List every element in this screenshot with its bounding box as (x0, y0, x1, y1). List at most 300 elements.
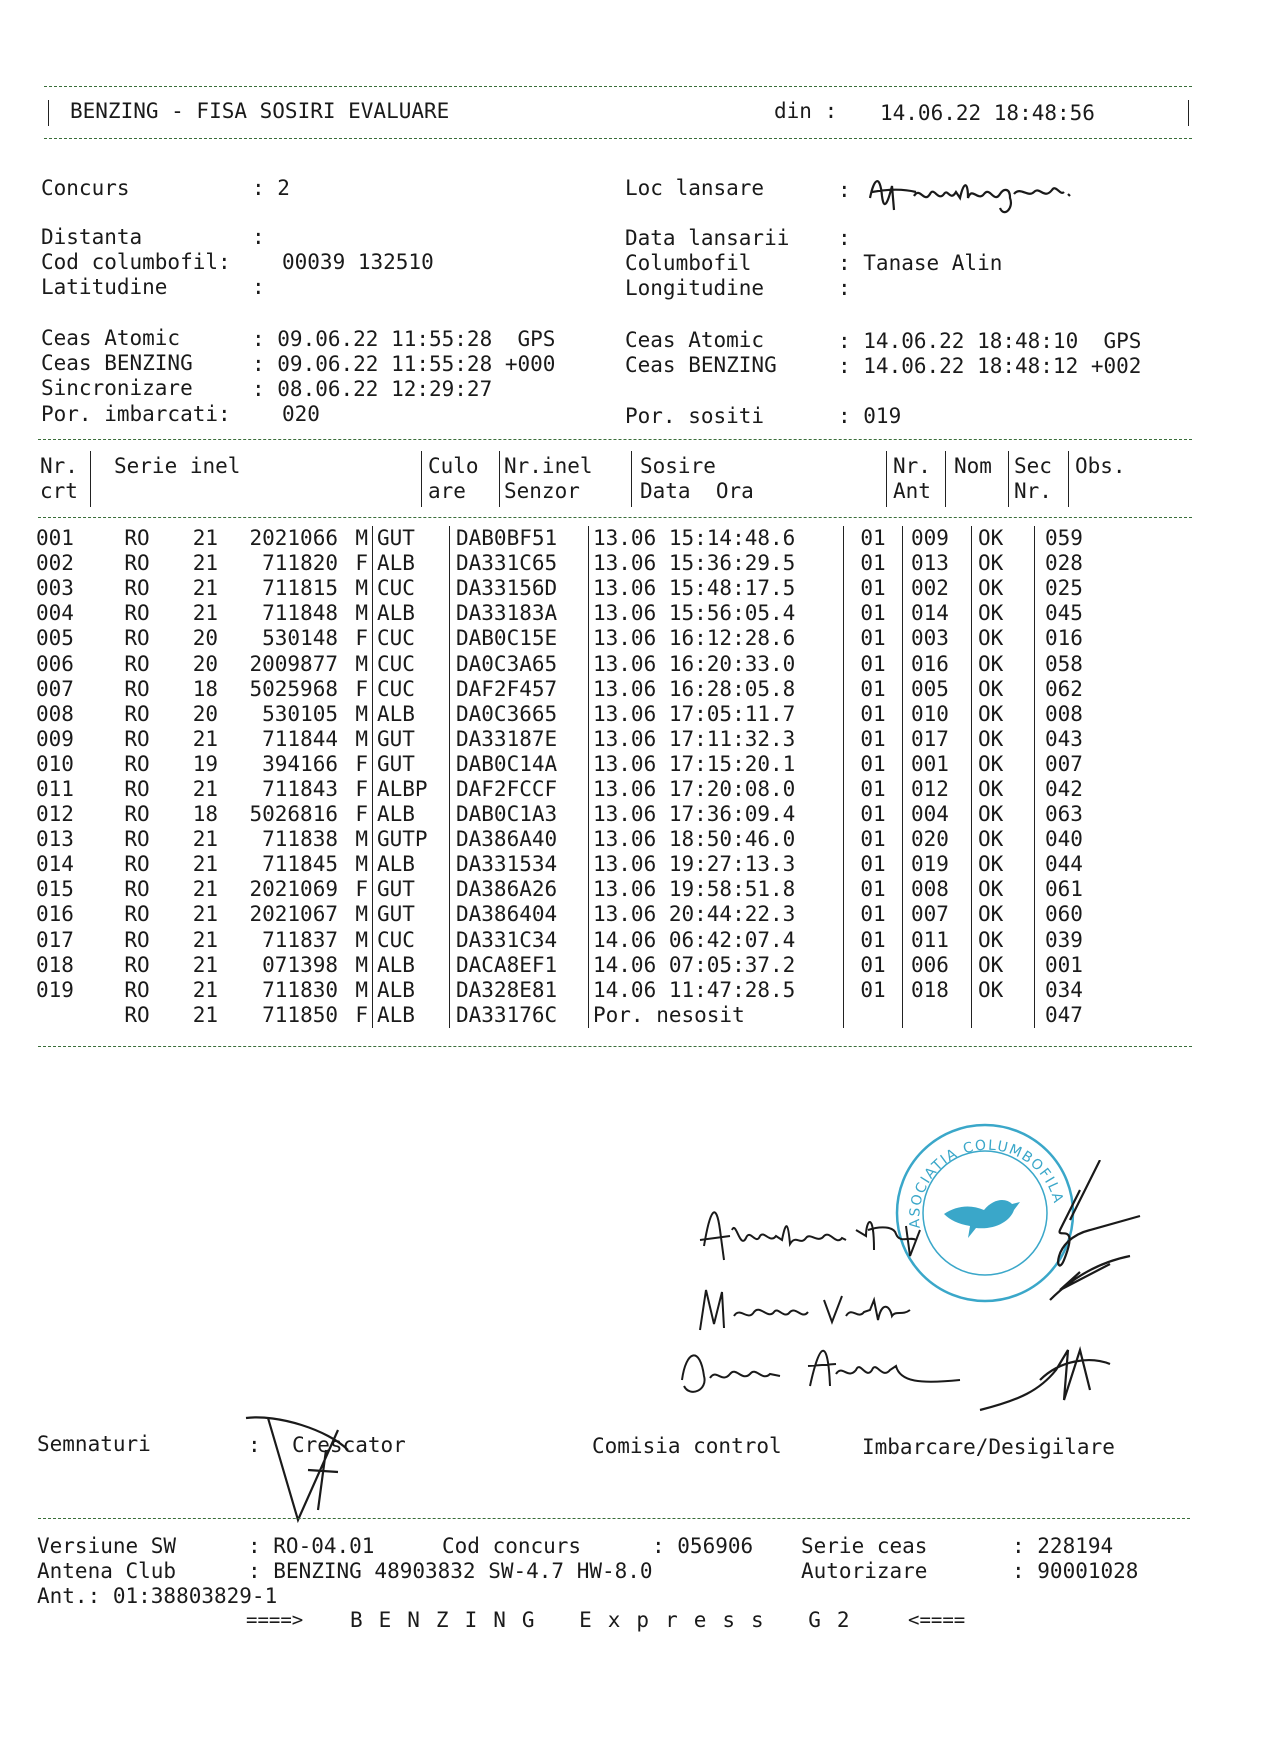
right-clock-atomic-value: : 14.06.22 18:48:10 GPS (838, 329, 1142, 353)
concurs-label: Concurs (41, 176, 130, 200)
cell-ring-year: 18 (192, 676, 218, 701)
cell-ring-year: 20 (192, 701, 218, 726)
cell-security (972, 1003, 1035, 1028)
cell-row-number: 012 (36, 802, 74, 827)
cell-nomination: 006 (903, 953, 972, 978)
cell-ring-year: 21 (192, 726, 218, 751)
cell-row-number: 004 (36, 601, 74, 626)
express-left-arrow: ====> (246, 1609, 304, 1631)
versiune-sw-value: : RO-04.01 (248, 1534, 375, 1558)
header-left-border (48, 100, 49, 126)
arrivals-table (36, 526, 1125, 1028)
cell-sex: M (355, 852, 368, 877)
table-row (36, 601, 1125, 626)
cell-ring-country: RO (124, 651, 150, 676)
cell-arrival-time: 13.06 15:56:05.4 (589, 601, 844, 626)
cell-ring-country: RO (124, 977, 150, 1002)
table-row (36, 902, 1125, 927)
antena-club-label: Antena Club (37, 1559, 177, 1583)
cell-antenna: 01 (844, 727, 903, 752)
cell-ring-year: 20 (192, 626, 218, 651)
autorizare-label: Autorizare (801, 1559, 928, 1583)
cell-color: GUT (373, 902, 450, 927)
header-top-border (44, 86, 1192, 87)
col-header-data-ora: Data Ora (640, 479, 754, 503)
cell-ring-country: RO (124, 827, 150, 852)
col-header-nr-ant: Nr. (893, 454, 931, 478)
cell-obs: 047 (1035, 1003, 1126, 1028)
hdr-sep-4 (631, 451, 632, 507)
cell-ring-number: 711830 (262, 977, 338, 1002)
table-row (36, 802, 1125, 827)
cell-ring-number: 711848 (262, 601, 338, 626)
cell-ring-country: RO (124, 676, 150, 701)
col-header-crt: crt (40, 479, 78, 503)
cell-security: OK (972, 902, 1035, 927)
cell-row-number: 016 (36, 902, 74, 927)
cell-security: OK (972, 802, 1035, 827)
cell-sensor-ring: DA331534 (450, 852, 589, 877)
table-bottom-border (38, 1046, 1192, 1047)
cell-obs: 040 (1035, 827, 1126, 852)
cell-nomination: 007 (903, 902, 972, 927)
table-row (36, 551, 1125, 576)
cell-color: ALB (373, 601, 450, 626)
cell-color: ALBP (373, 777, 450, 802)
right-clock-benzing-label: Ceas BENZING (625, 353, 777, 377)
table-row (36, 1003, 1125, 1028)
cell-ring-number: 711838 (262, 827, 338, 852)
col-header-culo: Culo (428, 454, 479, 478)
footer-separator (38, 1518, 1190, 1519)
cell-ring-country: RO (124, 952, 150, 977)
cod-columbofil-label: Cod columbofil: (41, 250, 231, 274)
cell-sex: M (355, 952, 368, 977)
distanta-label: Distanta (41, 225, 143, 249)
serie-ceas-label: Serie ceas (801, 1534, 928, 1558)
cell-sex: M (355, 726, 368, 751)
cell-arrival-time: 13.06 20:44:22.3 (589, 902, 844, 927)
col-header-nom: Nom (954, 454, 992, 478)
cell-sex: M (355, 601, 368, 626)
crescator-label: Crescator (292, 1433, 406, 1457)
cell-sex: F (355, 751, 368, 776)
cell-antenna: 01 (844, 576, 903, 601)
sositi-label: Por. sositi (625, 404, 765, 428)
data-lansarii-value: : (838, 226, 851, 250)
cell-sex: M (355, 526, 368, 551)
cod-concurs-label: Cod concurs (442, 1534, 582, 1558)
cell-sensor-ring: DA0C3A65 (450, 651, 589, 676)
cell-antenna: 01 (844, 526, 903, 551)
table-top-border (38, 439, 1192, 440)
cell-nomination (903, 1003, 972, 1028)
cell-security: OK (972, 827, 1035, 852)
cell-security: OK (972, 928, 1035, 953)
cell-sensor-ring: DAB0C1A3 (450, 802, 589, 827)
semnaturi-colon: : (248, 1433, 261, 1457)
cell-sex: M (355, 651, 368, 676)
cell-ring-number: 2021066 (249, 526, 338, 551)
col-header-serie-inel: Serie inel (114, 454, 241, 478)
cell-obs: 008 (1035, 702, 1126, 727)
hdr-sep-6 (945, 451, 946, 507)
din-label: din : (774, 99, 838, 123)
table-row (36, 651, 1125, 676)
latitudine-label: Latitudine (41, 275, 168, 299)
table-row (36, 978, 1125, 1003)
benzing-express-banner: BENZING Express G2 (350, 1608, 866, 1632)
cell-antenna: 01 (844, 902, 903, 927)
cell-sensor-ring: DA33187E (450, 727, 589, 752)
cell-obs: 058 (1035, 651, 1126, 676)
cell-ring-number: 2021069 (249, 877, 338, 902)
cell-security: OK (972, 551, 1035, 576)
cell-antenna: 01 (844, 551, 903, 576)
cell-ring-year: 21 (192, 927, 218, 952)
cell-ring-year: 21 (192, 827, 218, 852)
right-clock-benzing-value: : 14.06.22 18:48:12 +002 (838, 354, 1142, 378)
table-row (36, 626, 1125, 651)
cell-row-number: 005 (36, 626, 74, 651)
cell-nomination: 010 (903, 702, 972, 727)
cell-security: OK (972, 626, 1035, 651)
cell-antenna: 01 (844, 802, 903, 827)
hdr-sep-1 (90, 451, 91, 507)
imbarcati-label: Por. imbarcati: (41, 402, 231, 426)
cell-nomination: 016 (903, 651, 972, 676)
cell-arrival-time: 13.06 15:48:17.5 (589, 576, 844, 601)
cell-nomination: 001 (903, 752, 972, 777)
table-row (36, 827, 1125, 852)
cell-ring-country: RO (124, 551, 150, 576)
cell-sex: M (355, 977, 368, 1002)
comisia-control-label: Comisia control (592, 1434, 782, 1458)
cell-row-number: 014 (36, 852, 74, 877)
cell-obs: 061 (1035, 877, 1126, 902)
cell-antenna: 01 (844, 953, 903, 978)
cell-sex: M (355, 902, 368, 927)
cell-ring-country: RO (124, 1002, 150, 1027)
distanta-value: : (252, 225, 265, 249)
cell-row-number: 001 (36, 526, 74, 551)
table-row (36, 877, 1125, 902)
cell-nomination: 014 (903, 601, 972, 626)
cell-obs: 039 (1035, 928, 1126, 953)
cell-obs: 007 (1035, 752, 1126, 777)
cell-arrival-time: 13.06 19:58:51.8 (589, 877, 844, 902)
left-clock-atomic-label: Ceas Atomic (41, 326, 181, 350)
cell-sensor-ring: DA0C3665 (450, 702, 589, 727)
express-right-arrow: <==== (908, 1609, 966, 1631)
cell-color: GUT (373, 526, 450, 551)
cell-sensor-ring: DACA8EF1 (450, 953, 589, 978)
cell-sex: F (355, 551, 368, 576)
cell-security: OK (972, 777, 1035, 802)
cell-sex: M (355, 576, 368, 601)
cell-ring-year: 21 (192, 852, 218, 877)
cell-antenna: 01 (844, 827, 903, 852)
loc-lansare-handwriting (864, 168, 1084, 220)
cell-ring-year: 21 (192, 1002, 218, 1027)
col-header-nr-inel: Nr.inel (504, 454, 593, 478)
left-clock-benzing-value: : 09.06.22 11:55:28 +000 (252, 352, 556, 376)
cell-sex: F (355, 676, 368, 701)
cell-obs: 034 (1035, 978, 1126, 1003)
cell-row-number: 006 (36, 651, 74, 676)
cell-nomination: 002 (903, 576, 972, 601)
cell-antenna: 01 (844, 928, 903, 953)
cell-security: OK (972, 526, 1035, 551)
hdr-sep-5 (886, 451, 887, 507)
cell-antenna: 01 (844, 877, 903, 902)
cell-row-number (36, 1003, 96, 1028)
cell-ring-year: 21 (192, 551, 218, 576)
cell-antenna: 01 (844, 978, 903, 1003)
cell-ring-country: RO (124, 626, 150, 651)
cell-security: OK (972, 978, 1035, 1003)
table-row (36, 953, 1125, 978)
data-lansarii-label: Data lansarii (625, 226, 790, 250)
header-right-border (1188, 100, 1189, 126)
cell-color: ALB (373, 852, 450, 877)
cell-sex: M (355, 827, 368, 852)
cell-security: OK (972, 953, 1035, 978)
cell-nomination: 019 (903, 852, 972, 877)
cell-arrival-time: 13.06 17:11:32.3 (589, 727, 844, 752)
cell-sensor-ring: DA386A26 (450, 877, 589, 902)
cell-ring-year: 21 (192, 526, 218, 551)
cod-concurs-value: : 056906 (652, 1534, 754, 1558)
cell-ring-number: 711843 (262, 776, 338, 801)
cell-antenna: 01 (844, 601, 903, 626)
cell-ring-country: RO (124, 877, 150, 902)
col-header-sec: Sec (1014, 454, 1052, 478)
cell-sex: F (355, 776, 368, 801)
columbofil-label: Columbofil (625, 251, 752, 275)
antenna-id: Ant.: 01:38803829-1 (37, 1584, 278, 1608)
cell-row-number: 008 (36, 701, 74, 726)
cell-ring-year: 18 (192, 802, 218, 827)
cell-arrival-time: 14.06 11:47:28.5 (589, 978, 844, 1003)
cell-sensor-ring: DA386404 (450, 902, 589, 927)
cell-ring-number: 2009877 (249, 651, 338, 676)
table-row (36, 702, 1125, 727)
cell-security: OK (972, 752, 1035, 777)
cell-security: OK (972, 651, 1035, 676)
hdr-sep-7 (1008, 451, 1009, 507)
cell-ring-number: 530148 (262, 626, 338, 651)
cell-security: OK (972, 601, 1035, 626)
cell-ring-year: 21 (192, 576, 218, 601)
cell-antenna: 01 (844, 702, 903, 727)
table-row (36, 752, 1125, 777)
cell-sensor-ring: DA328E81 (450, 978, 589, 1003)
cell-sensor-ring: DA33176C (450, 1003, 589, 1028)
cell-row-number: 010 (36, 751, 74, 776)
cell-color: GUT (373, 727, 450, 752)
cell-antenna: 01 (844, 651, 903, 676)
cell-sensor-ring: DAB0BF51 (450, 526, 589, 551)
col-header-sosire: Sosire (640, 454, 716, 478)
loc-lansare-label: Loc lansare (625, 176, 765, 200)
cell-security: OK (972, 677, 1035, 702)
cell-obs: 060 (1035, 902, 1126, 927)
cell-color: CUC (373, 626, 450, 651)
cell-sensor-ring: DA33183A (450, 601, 589, 626)
col-header-obs: Obs. (1075, 454, 1126, 478)
cell-arrival-time: 13.06 17:15:20.1 (589, 752, 844, 777)
semnaturi-label: Semnaturi (37, 1432, 151, 1456)
cell-ring-year: 21 (192, 952, 218, 977)
sincronizare-value: : 08.06.22 12:29:27 (252, 377, 493, 401)
latitudine-value: : (252, 275, 265, 299)
col-header-sec-nr: Nr. (1014, 479, 1052, 503)
cell-sex: F (355, 1002, 368, 1027)
cell-obs: 059 (1035, 526, 1126, 551)
right-clock-atomic-label: Ceas Atomic (625, 328, 765, 352)
cell-obs: 063 (1035, 802, 1126, 827)
cell-security: OK (972, 576, 1035, 601)
cell-obs: 016 (1035, 626, 1126, 651)
cell-obs: 062 (1035, 677, 1126, 702)
table-row (36, 928, 1125, 953)
col-header-senzor: Senzor (504, 479, 580, 503)
cell-sex: F (355, 626, 368, 651)
cell-color: GUT (373, 752, 450, 777)
cell-nomination: 020 (903, 827, 972, 852)
antena-club-value: : BENZING 48903832 SW-4.7 HW-8.0 (248, 1559, 653, 1583)
cell-antenna: 01 (844, 626, 903, 651)
cell-obs: 045 (1035, 601, 1126, 626)
table-row (36, 852, 1125, 877)
cell-ring-country: RO (124, 526, 150, 551)
versiune-sw-label: Versiune SW (37, 1534, 177, 1558)
cell-arrival-time: 13.06 17:05:11.7 (589, 702, 844, 727)
din-value: 14.06.22 18:48:56 (880, 101, 1095, 125)
cell-ring-number: 5025968 (249, 676, 338, 701)
cell-row-number: 007 (36, 676, 74, 701)
cell-row-number: 003 (36, 576, 74, 601)
cell-arrival-time: 13.06 16:12:28.6 (589, 626, 844, 651)
cell-obs: 043 (1035, 727, 1126, 752)
hdr-sep-3 (499, 451, 500, 507)
longitudine-label: Longitudine (625, 276, 765, 300)
cell-sensor-ring: DAF2FCCF (450, 777, 589, 802)
cell-arrival-time: 13.06 19:27:13.3 (589, 852, 844, 877)
cell-nomination: 003 (903, 626, 972, 651)
cod-columbofil-value: 00039 132510 (282, 250, 434, 274)
cell-color: ALB (373, 551, 450, 576)
left-clock-atomic-value: : 09.06.22 11:55:28 GPS (252, 327, 556, 351)
left-clock-benzing-label: Ceas BENZING (41, 351, 193, 375)
serie-ceas-value: : 228194 (1012, 1534, 1114, 1558)
cell-ring-year: 20 (192, 651, 218, 676)
columbofil-value: : Tanase Alin (838, 251, 1003, 275)
cell-ring-year: 21 (192, 601, 218, 626)
cell-sex: M (355, 927, 368, 952)
cell-ring-number: 530105 (262, 701, 338, 726)
cell-row-number: 002 (36, 551, 74, 576)
col-header-are: are (428, 479, 466, 503)
stamp-text: ASOCIATIA COLUMBOFILA (907, 1137, 1067, 1229)
cell-sex: F (355, 877, 368, 902)
cell-arrival-time: 14.06 07:05:37.2 (589, 953, 844, 978)
cell-security: OK (972, 702, 1035, 727)
sincronizare-label: Sincronizare (41, 376, 193, 400)
cell-obs: 028 (1035, 551, 1126, 576)
cell-ring-number: 394166 (262, 751, 338, 776)
cell-ring-year: 19 (192, 751, 218, 776)
cell-sensor-ring: DA386A40 (450, 827, 589, 852)
table-row (36, 576, 1125, 601)
autorizare-value: : 90001028 (1012, 1559, 1139, 1583)
cell-antenna: 01 (844, 752, 903, 777)
cell-ring-country: RO (124, 751, 150, 776)
loc-lansare-colon: : (838, 178, 851, 202)
cell-ring-country: RO (124, 852, 150, 877)
cell-ring-number: 071398 (262, 952, 338, 977)
cell-security: OK (972, 852, 1035, 877)
cell-color: CUC (373, 677, 450, 702)
cell-security: OK (972, 727, 1035, 752)
table-header-separator (38, 517, 1192, 518)
cell-ring-year: 21 (192, 977, 218, 1002)
cell-arrival-time: 13.06 16:20:33.0 (589, 651, 844, 676)
cell-sensor-ring: DAF2F457 (450, 677, 589, 702)
header-bottom-border (44, 138, 1192, 139)
cell-nomination: 018 (903, 978, 972, 1003)
table-row (36, 777, 1125, 802)
cell-sex: M (355, 701, 368, 726)
cell-ring-number: 711850 (262, 1002, 338, 1027)
cell-nomination: 008 (903, 877, 972, 902)
cell-row-number: 017 (36, 927, 74, 952)
cell-sensor-ring: DAB0C15E (450, 626, 589, 651)
cell-sex: F (355, 802, 368, 827)
cell-obs: 042 (1035, 777, 1126, 802)
cell-antenna: 01 (844, 852, 903, 877)
cell-antenna: 01 (844, 677, 903, 702)
cell-ring-year: 21 (192, 877, 218, 902)
cell-ring-country: RO (124, 701, 150, 726)
cell-row-number: 015 (36, 877, 74, 902)
cell-sensor-ring: DA33156D (450, 576, 589, 601)
cell-color: ALB (373, 702, 450, 727)
cell-sensor-ring: DAB0C14A (450, 752, 589, 777)
cell-ring-year: 21 (192, 776, 218, 801)
cell-antenna (844, 1003, 903, 1028)
hdr-sep-2 (421, 451, 422, 507)
concurs-value: : 2 (252, 176, 290, 200)
cell-ring-country: RO (124, 601, 150, 626)
cell-security: OK (972, 877, 1035, 902)
cell-ring-country: RO (124, 802, 150, 827)
cell-ring-number: 711837 (262, 927, 338, 952)
cell-nomination: 004 (903, 802, 972, 827)
cell-color: GUT (373, 877, 450, 902)
table-row (36, 677, 1125, 702)
cell-arrival-time: 14.06 06:42:07.4 (589, 928, 844, 953)
cell-arrival-time: 13.06 17:36:09.4 (589, 802, 844, 827)
cell-ring-number: 711820 (262, 551, 338, 576)
cell-sensor-ring: DA331C34 (450, 928, 589, 953)
cell-antenna: 01 (844, 777, 903, 802)
cell-color: ALB (373, 978, 450, 1003)
cell-nomination: 005 (903, 677, 972, 702)
cell-row-number: 009 (36, 726, 74, 751)
hdr-sep-8 (1068, 451, 1069, 507)
